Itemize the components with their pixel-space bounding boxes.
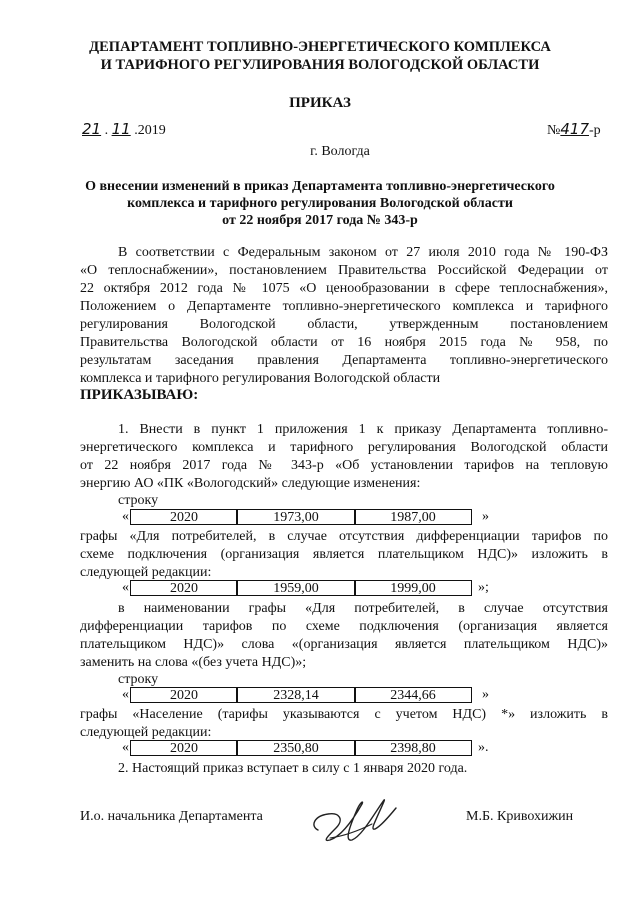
table-cell-year: 2020 [130, 509, 238, 525]
table-cell-year: 2020 [130, 687, 238, 703]
document-type: ПРИКАЗ [289, 95, 351, 111]
date-month: 11 [111, 120, 131, 138]
close-quote: » [482, 509, 489, 524]
open-quote: « [122, 509, 129, 524]
table-cell-value2: 1999,00 [354, 580, 472, 596]
handwritten-signature [300, 790, 410, 850]
item1-line: 1. Внести в пункт 1 приложения 1 к приказу Департамента топливно- [118, 422, 608, 437]
preamble-line: 22 октября 2012 года № 1075 «О ценообразовании в сфере теплоснабжения», [80, 281, 608, 296]
department-name-line1: ДЕПАРТАМЕНТ ТОПЛИВНО-ЭНЕРГЕТИЧЕСКОГО КОМПЛЕКСА [89, 39, 551, 55]
item2: 2. Настоящий приказ вступает в силу с 1 января 2020 года. [118, 761, 468, 776]
row-label: строку [118, 672, 159, 687]
title-line2: комплекса и тарифного регулирования Вологодской области [127, 196, 513, 211]
open-quote: « [122, 687, 129, 702]
close-quote: » [482, 687, 489, 702]
text-b-line: дифференциации тарифов по схеме подключения (организация является [80, 619, 608, 634]
table-cell-value1: 1973,00 [236, 509, 356, 525]
text-b-line: заменить на слова «(без учета НДС)»; [80, 655, 307, 670]
signature-position: И.о. начальника Департамента [80, 809, 263, 824]
item1-line: от 22 ноября 2017 года № 343-р «Об установлении тарифов на тепловую [80, 458, 608, 473]
order-word: ПРИКАЗЫВАЮ: [80, 387, 199, 403]
city: г. Вологда [310, 144, 370, 159]
number-value: 417 [560, 120, 589, 138]
table-cell-value2: 1987,00 [354, 509, 472, 525]
text-b-line: плательщиком НДС)» слова «(организация является плательщиком НДС)» [80, 637, 608, 652]
table-cell-value2: 2344,66 [354, 687, 472, 703]
table-cell-value1: 1959,00 [236, 580, 356, 596]
text-b-line: в наименовании графы «Для потребителей, в случае отсутствия [118, 601, 608, 616]
text-a-line: схеме подключения (организация является плательщиком НДС)» изложить в [80, 547, 608, 562]
table-cell-year: 2020 [130, 580, 238, 596]
text-a-line: графы «Для потребителей, в случае отсутствия дифференциации тарифов по [80, 529, 608, 544]
preamble-line: Правительства Вологодской области от 16 ноября 2015 года № 958, по [80, 335, 608, 350]
preamble-line: Положением о Департаменте топливно-энергетического комплекса и тарифного [80, 299, 608, 314]
date-day: 21 [82, 120, 102, 138]
title-line1: О внесении изменений в приказ Департамента топливно-энергетического [85, 179, 555, 194]
close-quote-period: ». [478, 740, 489, 755]
date-year: .2019 [134, 123, 166, 138]
table-cell-value2: 2398,80 [354, 740, 472, 756]
text-a-line: следующей редакции: [80, 565, 212, 580]
order-date [82, 120, 166, 140]
number-suffix: -р [589, 123, 601, 138]
row-label: строку [118, 493, 159, 508]
table-cell-value1: 2350,80 [236, 740, 356, 756]
signature-name: М.Б. Кривохижин [466, 809, 574, 824]
table-cell-value1: 2328,14 [236, 687, 356, 703]
preamble-line: комплекса и тарифного регулирования Вологодской области [80, 371, 441, 386]
number-prefix: № [547, 123, 561, 138]
preamble-line: регулирования Вологодской области, утвержденным постановлением [80, 317, 608, 332]
item1-line: энергетического комплекса и тарифного регулирования Вологодской области [80, 440, 608, 455]
open-quote: « [122, 740, 129, 755]
close-quote-semicolon: »; [478, 580, 489, 595]
preamble-line: «О теплоснабжении», постановлением Правительства Российской Федерации от [80, 263, 608, 278]
preamble-line: результатам заседания правления Департамента топливно-энергетического [80, 353, 608, 368]
item1-line: энергию АО «ПК «Вологодский» следующие изменения: [80, 476, 421, 491]
text-c-line: графы «Население (тарифы указываются с учетом НДС) *» изложить в [80, 707, 608, 722]
order-number [547, 120, 601, 140]
department-name-line2: И ТАРИФНОГО РЕГУЛИРОВАНИЯ ВОЛОГОДСКОЙ ОБЛАСТИ [100, 57, 540, 73]
date-sep: . [104, 123, 112, 138]
text-c-line: следующей редакции: [80, 725, 212, 740]
open-quote: « [122, 580, 129, 595]
title-line3: от 22 ноября 2017 года № 343-р [222, 213, 418, 228]
table-cell-year: 2020 [130, 740, 238, 756]
preamble-line: В соответствии с Федеральным законом от 27 июля 2010 года № 190-ФЗ [118, 245, 608, 260]
